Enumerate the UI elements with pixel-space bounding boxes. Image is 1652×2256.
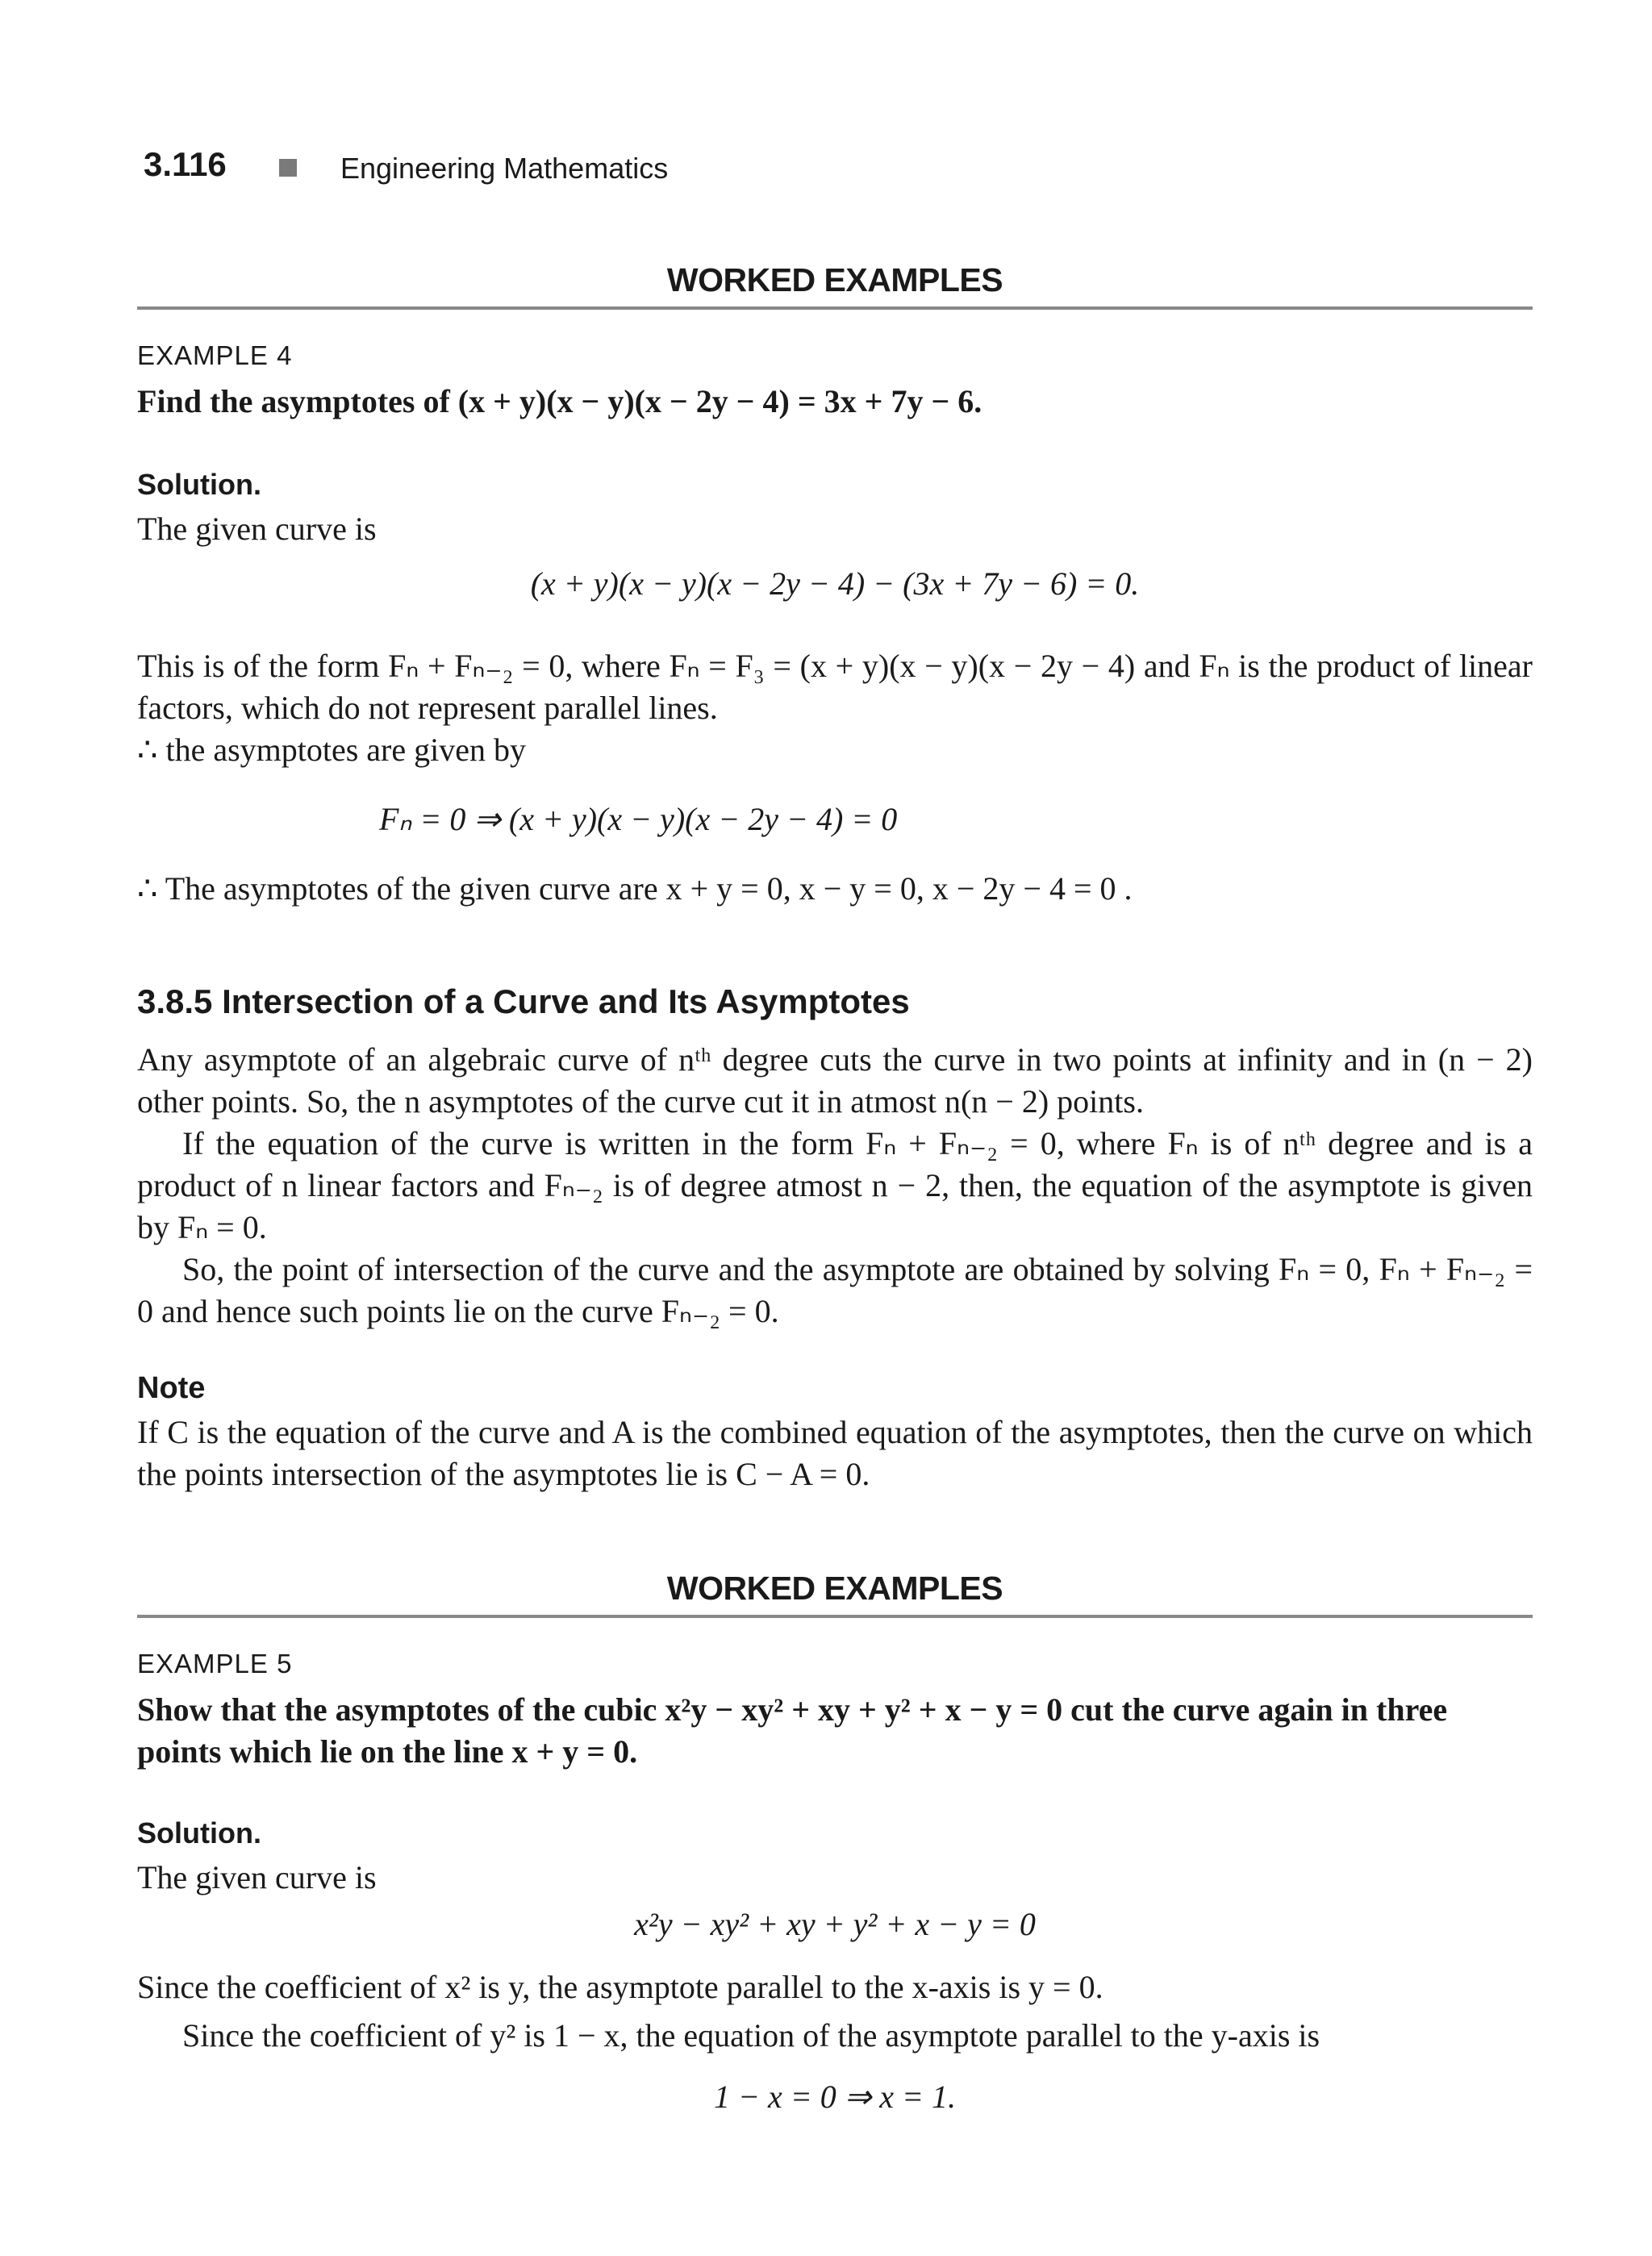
text-line: Since the coefficient of x² is y, the asymptote parallel to the x-axis is y = 0. [137, 1969, 1103, 2005]
equation: Fₙ = 0 ⇒ (x + y)(x − y)(x − 2y − 4) = 0 [379, 801, 898, 837]
paragraph: If the equation of the curve is written in the form Fₙ + Fₙ₋₂ = 0, where Fₙ is of nᵗʰ degree and is a product of n linear factors and Fₙ₋₂ is of degree atmost n − 2, then, the equation of the asymptote is given by Fₙ = 0. [137, 1125, 1533, 1245]
text-line: The given curve is [137, 511, 377, 547]
note-label: Note [137, 1371, 206, 1405]
divider [137, 306, 1533, 310]
example-statement: Show that the asymptotes of the cubic x²y − xy² + xy + y² + x − y = 0 cut the curve again in three points which lie on the line x + y = 0. [137, 1691, 1448, 1770]
divider [137, 1615, 1533, 1618]
example-label: EXAMPLE 5 [137, 1649, 293, 1678]
paragraph: This is of the form Fₙ + Fₙ₋₂ = 0, where Fₙ = F₃ = (x + y)(x − y)(x − 2y − 4) and Fₙ is the product of linear factors, which do not represent parallel lines. [137, 648, 1533, 726]
equation: x²y − xy² + xy + y² + x − y = 0 [634, 1906, 1036, 1942]
header-square-icon [279, 159, 297, 177]
paragraph: Any asymptote of an algebraic curve of nᵗʰ degree cuts the curve in two points at infinity and in (n − 2) other points. So, the n asymptotes of the curve cut it in atmost n(n − 2) points. [137, 1041, 1533, 1120]
solution-label: Solution. [137, 468, 261, 501]
equation: 1 − x = 0 ⇒ x = 1. [714, 2079, 956, 2115]
solution-label: Solution. [137, 1816, 261, 1849]
section-heading: 3.8.5 Intersection of a Curve and Its Asymptotes [137, 982, 910, 1020]
text-line: Since the coefficient of y² is 1 − x, the equation of the asymptote parallel to the y-axis is [182, 2017, 1320, 2054]
note-text: If C is the equation of the curve and A is the combined equation of the asymptotes, then the curve on which the points intersection of the asymptotes lie is C − A = 0. [137, 1414, 1533, 1492]
example-label: EXAMPLE 4 [137, 340, 293, 370]
text-line: The given curve is [137, 1859, 377, 1895]
text-line: ∴ the asymptotes are given by [137, 732, 526, 768]
worked-examples-heading: WORKED EXAMPLES [666, 1570, 1003, 1607]
page-number: 3.116 [144, 145, 227, 183]
paragraph: So, the point of intersection of the curve and the asymptote are obtained by solving Fₙ = 0, Fₙ + Fₙ₋₂ = 0 and hence such points lie on the curve Fₙ₋₂ = 0. [137, 1251, 1533, 1329]
example-statement: Find the asymptotes of (x + y)(x − y)(x − 2y − 4) = 3x + 7y − 6. [137, 383, 982, 419]
text-line: ∴ The asymptotes of the given curve are x + y = 0, x − y = 0, x − 2y − 4 = 0 . [137, 870, 1133, 907]
worked-examples-heading: WORKED EXAMPLES [666, 261, 1003, 298]
equation: (x + y)(x − y)(x − 2y − 4) − (3x + 7y − 6) = 0. [530, 565, 1140, 602]
book-title: Engineering Mathematics [340, 152, 669, 185]
